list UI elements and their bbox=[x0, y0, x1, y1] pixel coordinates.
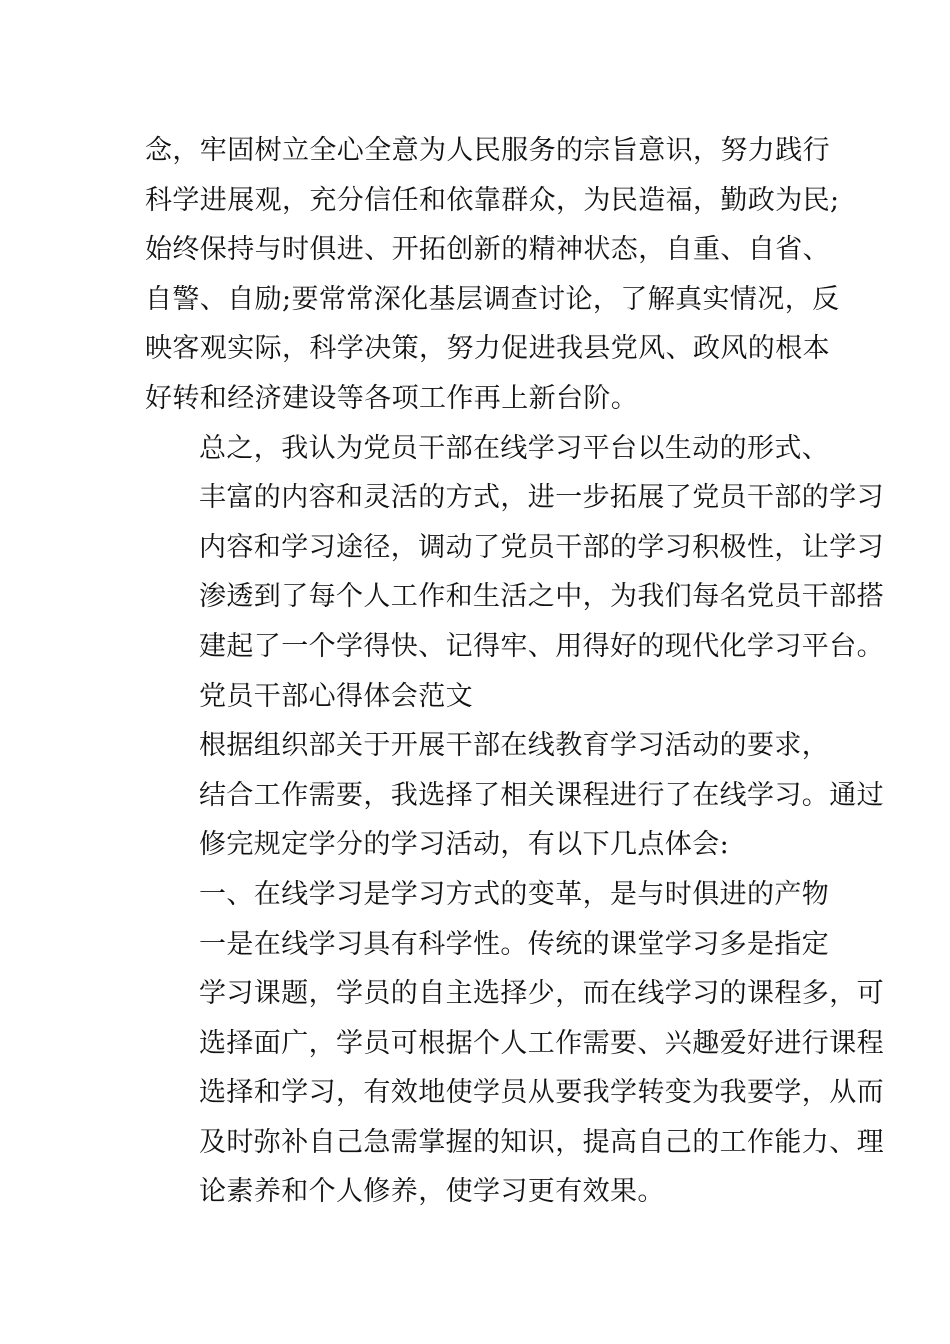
section-title bbox=[145, 672, 815, 722]
text-line: 选择面广，学员可根据个人工作需要、兴趣爱好进行课程 bbox=[199, 1027, 884, 1059]
text-line: 及时弥补自己急需掌握的知识，提高自己的工作能力、理 bbox=[199, 1126, 884, 1158]
text-line: 始终保持与时俱进、开拓创新的精神状态，自重、自省、 bbox=[145, 234, 830, 266]
document-body bbox=[145, 126, 884, 1217]
paragraph-conclusion bbox=[145, 424, 884, 672]
text-line: 一是在线学习具有科学性。传统的课堂学习多是指定 bbox=[199, 928, 830, 960]
text-line: 学习课题，学员的自主选择少，而在线学习的课程多，可 bbox=[199, 978, 884, 1010]
text-line: 自警、自励;要常常深化基层调查讨论，了解真实情况，反 bbox=[145, 283, 840, 315]
text-line: 映客观实际，科学决策，努力促进我县党风、政风的根本 bbox=[145, 333, 830, 365]
text-line: 渗透到了每个人工作和生活之中，为我们每名党员干部搭 bbox=[199, 581, 884, 613]
paragraph-continuation bbox=[145, 126, 840, 424]
text-line: 选择和学习，有效地使学员从要我学转变为我要学，从而 bbox=[199, 1077, 884, 1109]
text-line: 科学进展观，充分信任和依靠群众，为民造福，勤政为民; bbox=[145, 184, 840, 216]
text-line: 内容和学习途径，调动了党员干部的学习积极性，让学习 bbox=[199, 531, 884, 563]
text-line: 好转和经济建设等各项工作再上新台阶。 bbox=[145, 382, 639, 414]
paragraph-point-one bbox=[145, 920, 884, 1218]
text-line: 党员干部心得体会范文 bbox=[199, 680, 473, 712]
text-line: 念，牢固树立全心全意为人民服务的宗旨意识，努力践行 bbox=[145, 135, 830, 166]
subsection-heading bbox=[145, 870, 830, 920]
text-line: 总之，我认为党员干部在线学习平台以生动的形式、 bbox=[199, 432, 830, 464]
text-line: 论素养和个人修养，使学习更有效果。 bbox=[199, 1176, 665, 1208]
text-line: 一、在线学习是学习方式的变革，是与时俱进的产物 bbox=[199, 878, 830, 910]
text-line: 建起了一个学得快、记得牢、用得好的现代化学习平台。 bbox=[199, 630, 884, 662]
text-line: 根据组织部关于开展干部在线教育学习活动的要求， bbox=[199, 730, 830, 762]
text-line: 丰富的内容和灵活的方式，进一步拓展了党员干部的学习 bbox=[199, 482, 884, 514]
text-line: 结合工作需要，我选择了相关课程进行了在线学习。通过 bbox=[199, 779, 884, 811]
paragraph-intro bbox=[145, 721, 884, 870]
text-line: 修完规定学分的学习活动，有以下几点体会: bbox=[199, 829, 730, 861]
